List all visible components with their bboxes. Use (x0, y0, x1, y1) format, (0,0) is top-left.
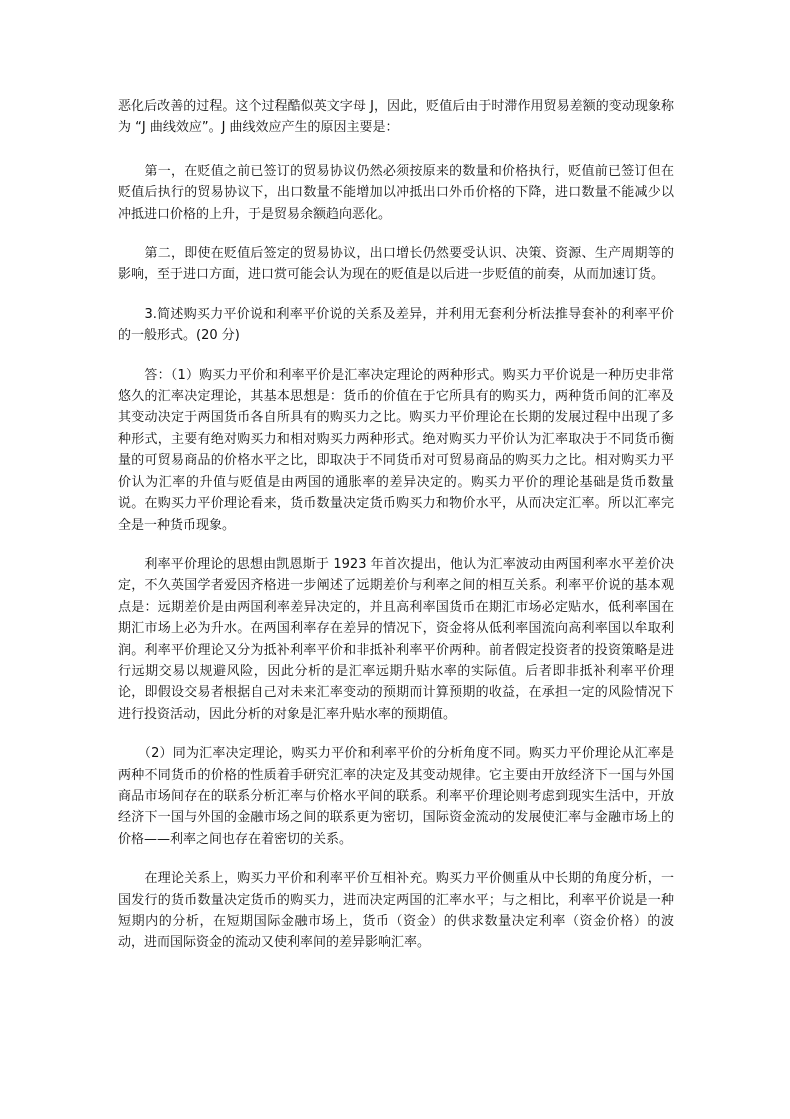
paragraph-theoretical-relationship: 在理论关系上，购买力平价和利率平价互相补充。购买力平价侧重从中长期的角度分析，一国发行的货币数量决定货币的购买力，进而决定两国的汇率水平；与之相比，利率平价说是一种短期内的分析，在短期国际金融市场上，货币（资金）的供求数量决定利率（资金价格）的波动，进而国际资金的流动又使利率间的差异影响汇率。 (118, 871, 674, 951)
answer-part-2-analysis-angle: （2）同为汇率决定理论，购买力平价和利率平价的分析角度不同。购买力平价理论从汇率是两种不同货币的价格的性质着手研究汇率的决定及其变动规律。它主要由开放经济下一国与外国商品市场间存在的联系分析汇率与价格水平间的联系。利率平价理论则考虑到现实生活中，开放经济下一国与外国的金融市场之间的联系更为密切，国际资金流动的发展使汇率与金融市场上的价格——利率之间也存在着密切的关系。 (118, 746, 674, 847)
question-3-heading: 3.简述购买力平价说和利率平价说的关系及差异，并利用无套利分析法推导套补的利率平价的一般形式。(20 分) (118, 306, 674, 344)
answer-part-1-purchasing-power-parity: 答：（1）购买力平价和利率平价是汇率决定理论的两种形式。购买力平价说是一种历史非常悠久的汇率决定理论，其基本思想是：货币的价值在于它所具有的购买力，两种货币间的汇率及其变动决定于两国货币各自所具有的购买力之比。购买力平价理论在长期的发展过程中出现了多种形式，主要有绝对购买力和相对购买力两种形式。绝对购买力平价认为汇率取决于不同货币衡量的可贸易商品的价格水平之比，即取决于不同货币对可贸易商品的购买力之比。相对购买力平价认为汇率的升值与贬值是由两国的通胀率的差异决定的。购买力平价的理论基础是货币数量说。在购买力平价理论看来，货币数量决定货币购买力和物价水平，从而决定汇率。所以汇率完全是一种货币现象。 (118, 367, 674, 533)
paragraph-interest-rate-parity: 利率平价理论的思想由凯恩斯于 1923 年首次提出，他认为汇率波动由两国利率水平差价决定，不久英国学者爱因齐格进一步阐述了远期差价与利率之间的相互关系。利率平价说的基本观点是：远期差价是由两国利率差异决定的，并且高利率国货币在期汇市场必定贴水，低利率国在期汇市场上必为升水。在两国利率存在差异的情况下，资金将从低利率国流向高利率国以牟取利润。利率平价理论又分为抵补利率平价和非抵补利率平价两种。前者假定投资者的投资策略是进行远期交易以规避风险，因此分析的是汇率远期升贴水率的实际值。后者即非抵补利率平价理论，即假设交易者根据自己对未来汇率变动的预期而计算预期的收益，在承担一定的风险情况下进行投资活动，因此分析的对象是汇率升贴水率的预期值。 (118, 556, 674, 722)
paragraph-j-curve-intro: 恶化后改善的过程。这个过程酷似英文字母 J，因此，贬值后由于时滞作用贸易差额的变动现象称为 “J 曲线效应”。J 曲线效应产生的原因主要是： (118, 99, 674, 136)
document-page (118, 96, 674, 972)
paragraph-first-reason: 第一，在贬值之前已签订的贸易协议仍然必须按原来的数量和价格执行，贬值前已签订但在贬值后执行的贸易协议下，出口数量不能增加以冲抵出口外币价格的下降，进口数量不能减少以冲抵进口价格的上升，于是贸易余额趋向恶化。 (118, 163, 674, 222)
paragraph-second-reason: 第二，即使在贬值后签定的贸易协议，出口增长仍然要受认识、决策、资源、生产周期等的影响，至于进口方面，进口赏可能会认为现在的贬值是以后进一步贬值的前奏，从而加速订货。 (118, 246, 674, 283)
